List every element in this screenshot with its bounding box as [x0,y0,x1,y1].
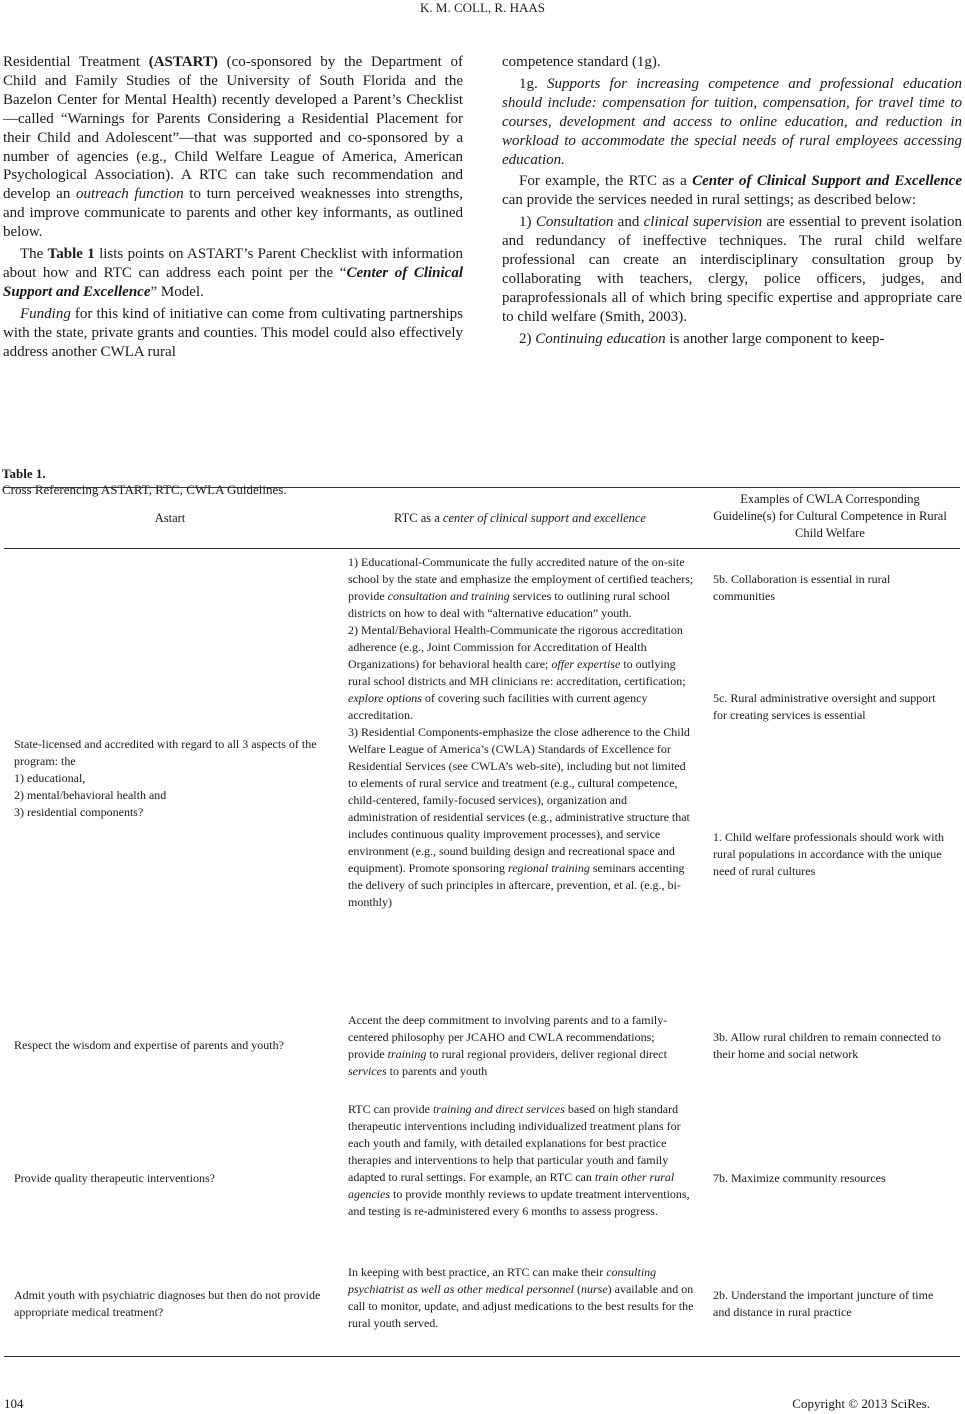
cell-line: 3) residential components? [14,805,144,819]
table-header-rule [4,548,960,549]
italic-run: Consultation [535,214,614,231]
cell-cwla: 3b. Allow rural children to remain connected to their home and social network [713,1030,941,1061]
bold-italic-run: Center of Clinical Support and Excellence [692,173,962,190]
italic-run: training and direct services [432,1102,565,1116]
paragraph: Funding for this kind of initiative can come from cultivating partnerships with the state, private grants and counties. This model could also effectively address another CWLA rural [3,305,463,360]
left-text-column [3,53,463,362]
cell-line: Admit youth with psychiatric diagnoses but then do not provide appropriate medical treatment? [14,1288,321,1319]
paragraph: 1) Consultation and clinical supervision are essential to prevent isolation and redundancy of ineffective techniques. The rural child welfare professional can create an interdisciplinary consultation group by collaborating with teachers, clergy, police officers, judges, and paraprofessionals all of which bring specific expertise and appropriate care to child welfare (Smith, 2003). [502,214,962,325]
cell-line: Respect the wisdom and expertise of parents and youth? [14,1038,284,1052]
cell-paragraph: RTC can provide training and direct services based on high standard therapeutic interventions including individualized treatment plans for each youth and family, with detailed explanations for best practice therapies and interventions to help that particular youth and family adapted to rural settings. For example, an RTC can train other rural agencies to provide monthly reviews to update treatment interventions, and testing is re-administered every 6 months to assess progress. [348,1102,690,1218]
paragraph: The Table 1 lists points on ASTART’s Parent Checklist with information about how and RTC can address each point per the “Center of Clinical Support and Excellence” Model. [3,246,464,300]
italic-run: consulting psychiatrist as well as other medical personnel [348,1265,657,1296]
italic-run: offer expertise [551,657,621,671]
paragraph: competence standard (1g). [502,54,661,70]
table-bottom-rule [4,1356,960,1357]
cell-rtc [348,554,694,911]
italic-run: center of clinical support and excellence [442,511,646,525]
paragraph: 2) Continuing education is another large component to keep- [519,330,885,347]
italic-run: train other rural agencies [348,1170,675,1201]
page-number: 104 [4,1396,24,1411]
cell-paragraph: 1) Educational-Communicate the fully accredited nature of the on-site school by the state and emphasize the employment of certified teachers; provide consultation and training services to outlining rural school districts on how to deal with “alternative education” youth. [348,555,694,620]
cell-astart [14,1037,332,1054]
header-rtc: RTC as a center of clinical support and excellence [394,511,646,525]
italic-run: Continuing education [535,330,666,347]
paragraph: 1g. Supports for increasing competence and professional education should include: compensation for tuition, compensation, for travel time to courses, development and access to online education, and reduction in workload to accommodate the special needs of rural employees accessing education. [502,75,963,168]
italic-run: for travel time to courses [502,94,962,130]
running-head: K. M. COLL, R. HAAS [420,0,545,15]
italic-run: nurse [580,1282,608,1296]
cell-cwla: 1. Child welfare professionals should work with rural populations in accordance with the unique need of rural cultures [713,830,944,878]
paragraph: For example, the RTC as a Center of Clinical Support and Excellence can provide the services needed in rural settings; as described below: [502,173,962,209]
italic-run: clinical supervision [643,214,763,231]
cell-rtc [348,1264,694,1332]
cell-astart [14,1170,332,1187]
italic-run: regional training [507,861,590,875]
italic-run: training [387,1047,427,1061]
cell-line: Provide quality therapeutic interventions? [14,1171,215,1185]
cell-cwla: 5b. Collaboration is essential in rural communities [713,572,891,603]
paragraph: Residential Treatment (ASTART) (co-sponsored by the Department of Child and Family Studies of the University of South Florida and the Bazelon Center for Mental Health) recently developed a Parent’s Checklist—called “Warnings for Parents Considering a Residential Placement for their Child and Adolescent”—that was supported and co-sponsored by a number of agencies (e.g., Child Welfare League of America, American Psychological Association). A RTC can take such recommendation and develop an outreach function to turn perceived weaknesses into strengths, and improve communicate to parents and other key informants, as outlined below. [3,54,463,241]
italic-run: and reduction in workload to accommodate the special needs of rural employees accessing education. [502,113,963,168]
right-text-column [502,53,962,349]
cell-cwla: 5c. Rural administrative oversight and support for creating services is essential [713,691,936,722]
cell-cwla: 7b. Maximize community resources [713,1171,886,1185]
cell-line: 2) mental/behavioral health and [14,788,167,802]
bold-italic-run: Center of Clinical Support and Excellence [3,264,463,300]
header-astart: Astart [154,511,186,525]
cell-astart [14,1287,332,1321]
copyright: Copyright © 2013 SciRes. [792,1396,930,1411]
cell-rtc [348,1012,694,1080]
table-caption-text: Cross Referencing ASTART, RTC, CWLA Guidelines. [2,482,287,497]
italic-run: services [348,1064,387,1078]
italic-run: consultation and training [387,589,510,603]
cell-paragraph: In keeping with best practice, an RTC can make their consulting psychiatrist as well as other medical personnel (nurse) available and on call to monitor, update, and adjust medications to the best results for the rural youth served. [348,1265,694,1330]
cell-paragraph: 3) Residential Components-emphasize the close adherence to the Child Welfare League of America’s (CWLA) Standards of Excellence for Residential Services (see CWLA’s web-site), including but not limited to elements of rural service and treatment (e.g., cultural competence, child-centered, family-focused services), organization and administration of residential services (e.g., administrative structure that includes continuous quality improvement processes), and service environment (e.g., sound building design and recreational space and equipment). Promote sponsoring regional training seminars accenting the delivery of such principles in aftercare, prevention, et al. (e.g., bi-monthly) [348,725,690,909]
italic-run: compensation [762,94,847,111]
table-caption [2,466,287,498]
cell-astart [14,736,332,821]
italic-run: Supports for increasing competence and professional education should include: compensation for tuition [502,75,963,111]
italic-run: outreach function [76,186,184,203]
cell-paragraph: 2) Mental/Behavioral Health-Communicate the rigorous accreditation adherence (e.g., Joint Commission for Accreditation of Health Organizations) for behavioral health care; offer expertise to outlying rural school districts and MH clinicians re: accreditation, certification; explore options of covering such facilities with current agency accreditation. [348,623,686,722]
italic-run: explore options [348,691,422,705]
cell-rtc [348,1101,694,1220]
bold-run: (ASTART) [148,54,218,70]
italic-run: Funding [20,305,71,322]
table-top-rule [4,487,960,488]
cell-line: State-licensed and accredited with regard to all 3 aspects of the program: the [14,737,317,768]
table-label: Table 1. [2,466,46,481]
cell-paragraph: Accent the deep commitment to involving parents and to a family-centered philosophy per JCAHO and CWLA recommendations; provide training to rural regional providers, deliver regional direct services to parents and youth [348,1013,668,1078]
bold-run: Table 1 [47,246,95,263]
cell-line: 1) educational, [14,771,86,785]
header-cwla: Examples of CWLA Corresponding Guideline(s) for Cultural Competence in Rural Child Welfare [713,492,947,540]
cell-cwla: 2b. Understand the important juncture of time and distance in rural practice [713,1288,934,1319]
italic-run: development and access to online education [559,113,844,130]
